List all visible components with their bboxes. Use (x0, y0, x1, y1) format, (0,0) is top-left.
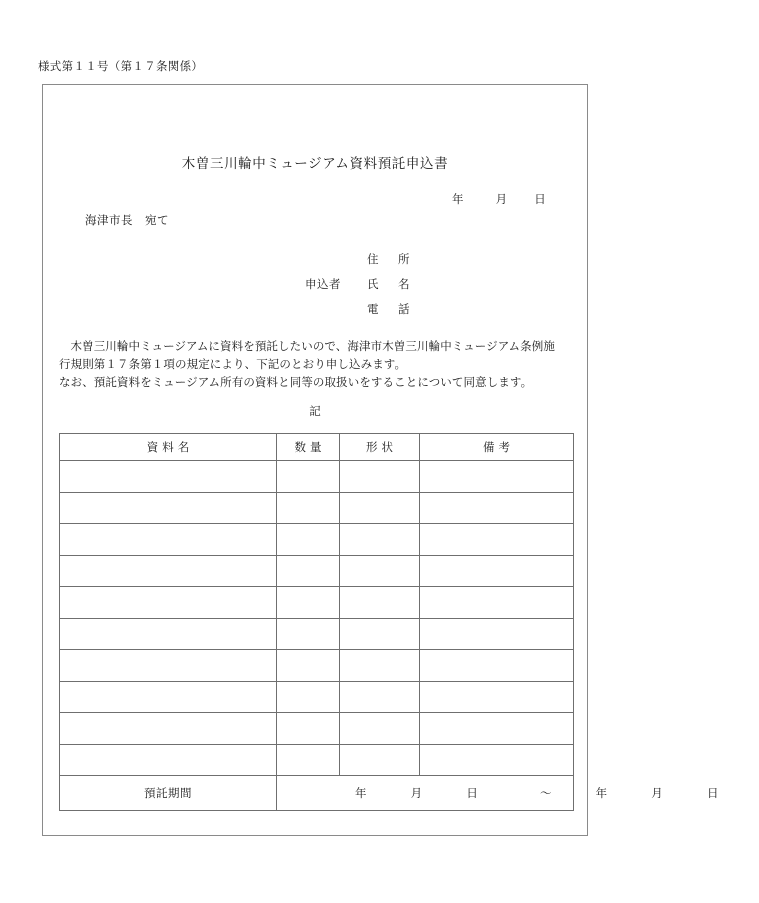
cell-material-name[interactable] (60, 461, 277, 493)
materials-table (59, 433, 719, 811)
cell-remarks[interactable] (420, 713, 574, 745)
date-month-label: 月 (495, 192, 508, 206)
table-row (60, 492, 574, 524)
applicant-name-row (305, 276, 429, 301)
cell-material-name[interactable] (60, 555, 277, 587)
table-row (60, 744, 574, 776)
cell-material-name[interactable] (60, 681, 277, 713)
cell-quantity[interactable] (277, 461, 340, 493)
period-separator: ～ (539, 786, 552, 800)
applicant-block (305, 251, 429, 326)
cell-remarks[interactable] (420, 587, 574, 619)
column-header-material-name: 資料名 (60, 434, 277, 461)
cell-quantity[interactable] (277, 618, 340, 650)
date-day-label: 日 (534, 192, 546, 206)
period-start-month-label: 月 (410, 786, 423, 800)
date-year-label: 年 (451, 192, 464, 206)
period-end-year-label: 年 (595, 786, 608, 800)
period-start-day-label: 日 (466, 786, 478, 800)
table-row (60, 555, 574, 587)
cell-remarks[interactable] (420, 524, 574, 556)
cell-remarks[interactable] (420, 492, 574, 524)
table-body (60, 461, 719, 811)
table-row (60, 524, 574, 556)
form-number-label: 様式第１１号（第１７条関係） (38, 59, 204, 73)
table-row (60, 618, 574, 650)
cell-shape[interactable] (340, 492, 420, 524)
cell-shape[interactable] (340, 744, 420, 776)
cell-material-name[interactable] (60, 618, 277, 650)
deposit-period-fields (277, 785, 719, 801)
cell-shape[interactable] (340, 587, 420, 619)
period-end-month-label: 月 (651, 786, 663, 800)
cell-shape[interactable] (340, 713, 420, 745)
page-title: 木曽三川輪中ミュージアム資料預託申込書 (181, 156, 449, 172)
table-row (60, 461, 574, 493)
column-header-shape: 形状 (340, 434, 420, 461)
cell-shape[interactable] (340, 618, 420, 650)
cell-remarks[interactable] (420, 650, 574, 682)
cell-shape[interactable] (340, 524, 420, 556)
applicant-phone-label: 電 話 (367, 302, 414, 316)
deposit-period-label: 預託期間 (60, 776, 277, 811)
deposit-period-row (60, 776, 574, 811)
period-end-day-label: 日 (706, 786, 719, 800)
table-header (60, 434, 574, 461)
column-header-quantity: 数量 (277, 434, 340, 461)
cell-material-name[interactable] (60, 744, 277, 776)
body-line-2: 行規則第１７条第１項の規定により、下記のとおり申し込みます。 (59, 357, 407, 371)
cell-remarks[interactable] (420, 681, 574, 713)
cell-quantity[interactable] (277, 492, 340, 524)
applicant-phone-row (305, 301, 429, 326)
period-start-year-label: 年 (355, 786, 367, 800)
addressee-label: 海津市長 宛て (85, 213, 169, 227)
cell-quantity[interactable] (277, 555, 340, 587)
cell-material-name[interactable] (60, 713, 277, 745)
document-body (43, 85, 719, 835)
document-page-frame (42, 84, 719, 836)
table-header-row (60, 434, 574, 461)
cell-shape[interactable] (340, 650, 420, 682)
cell-remarks[interactable] (420, 744, 574, 776)
cell-quantity[interactable] (277, 650, 340, 682)
table-row (60, 587, 574, 619)
body-line-3: なお、預託資料をミュージアム所有の資料と同等の取扱いをすることについて同意します。 (59, 375, 533, 389)
cell-material-name[interactable] (60, 524, 277, 556)
body-line-1: 木曽三川輪中ミュージアムに資料を預託したいので、海津市木曽三川輪中ミュージアム条例施 (70, 339, 555, 353)
cell-remarks[interactable] (420, 555, 574, 587)
cell-shape[interactable] (340, 681, 420, 713)
cell-remarks[interactable] (420, 461, 574, 493)
applicant-name-label: 氏 名 (367, 277, 414, 291)
cell-quantity[interactable] (277, 744, 340, 776)
table-row (60, 713, 574, 745)
date-line (438, 191, 555, 207)
cell-remarks[interactable] (420, 618, 574, 650)
cell-quantity[interactable] (277, 587, 340, 619)
cell-shape[interactable] (340, 555, 420, 587)
table-row (60, 650, 574, 682)
cell-material-name[interactable] (60, 650, 277, 682)
cell-material-name[interactable] (60, 492, 277, 524)
applicant-group-label: 申込者 (305, 277, 341, 291)
cell-quantity[interactable] (277, 713, 340, 745)
ki-mark: 記 (309, 404, 321, 418)
body-paragraph (59, 337, 573, 391)
applicant-address-label: 住 所 (367, 252, 414, 266)
deposit-period-value-cell[interactable] (277, 776, 719, 811)
cell-quantity[interactable] (277, 681, 340, 713)
cell-material-name[interactable] (60, 587, 277, 619)
table-row (60, 681, 574, 713)
cell-shape[interactable] (340, 461, 420, 493)
column-header-remarks: 備考 (420, 434, 574, 461)
cell-quantity[interactable] (277, 524, 340, 556)
applicant-address-row (305, 251, 429, 276)
